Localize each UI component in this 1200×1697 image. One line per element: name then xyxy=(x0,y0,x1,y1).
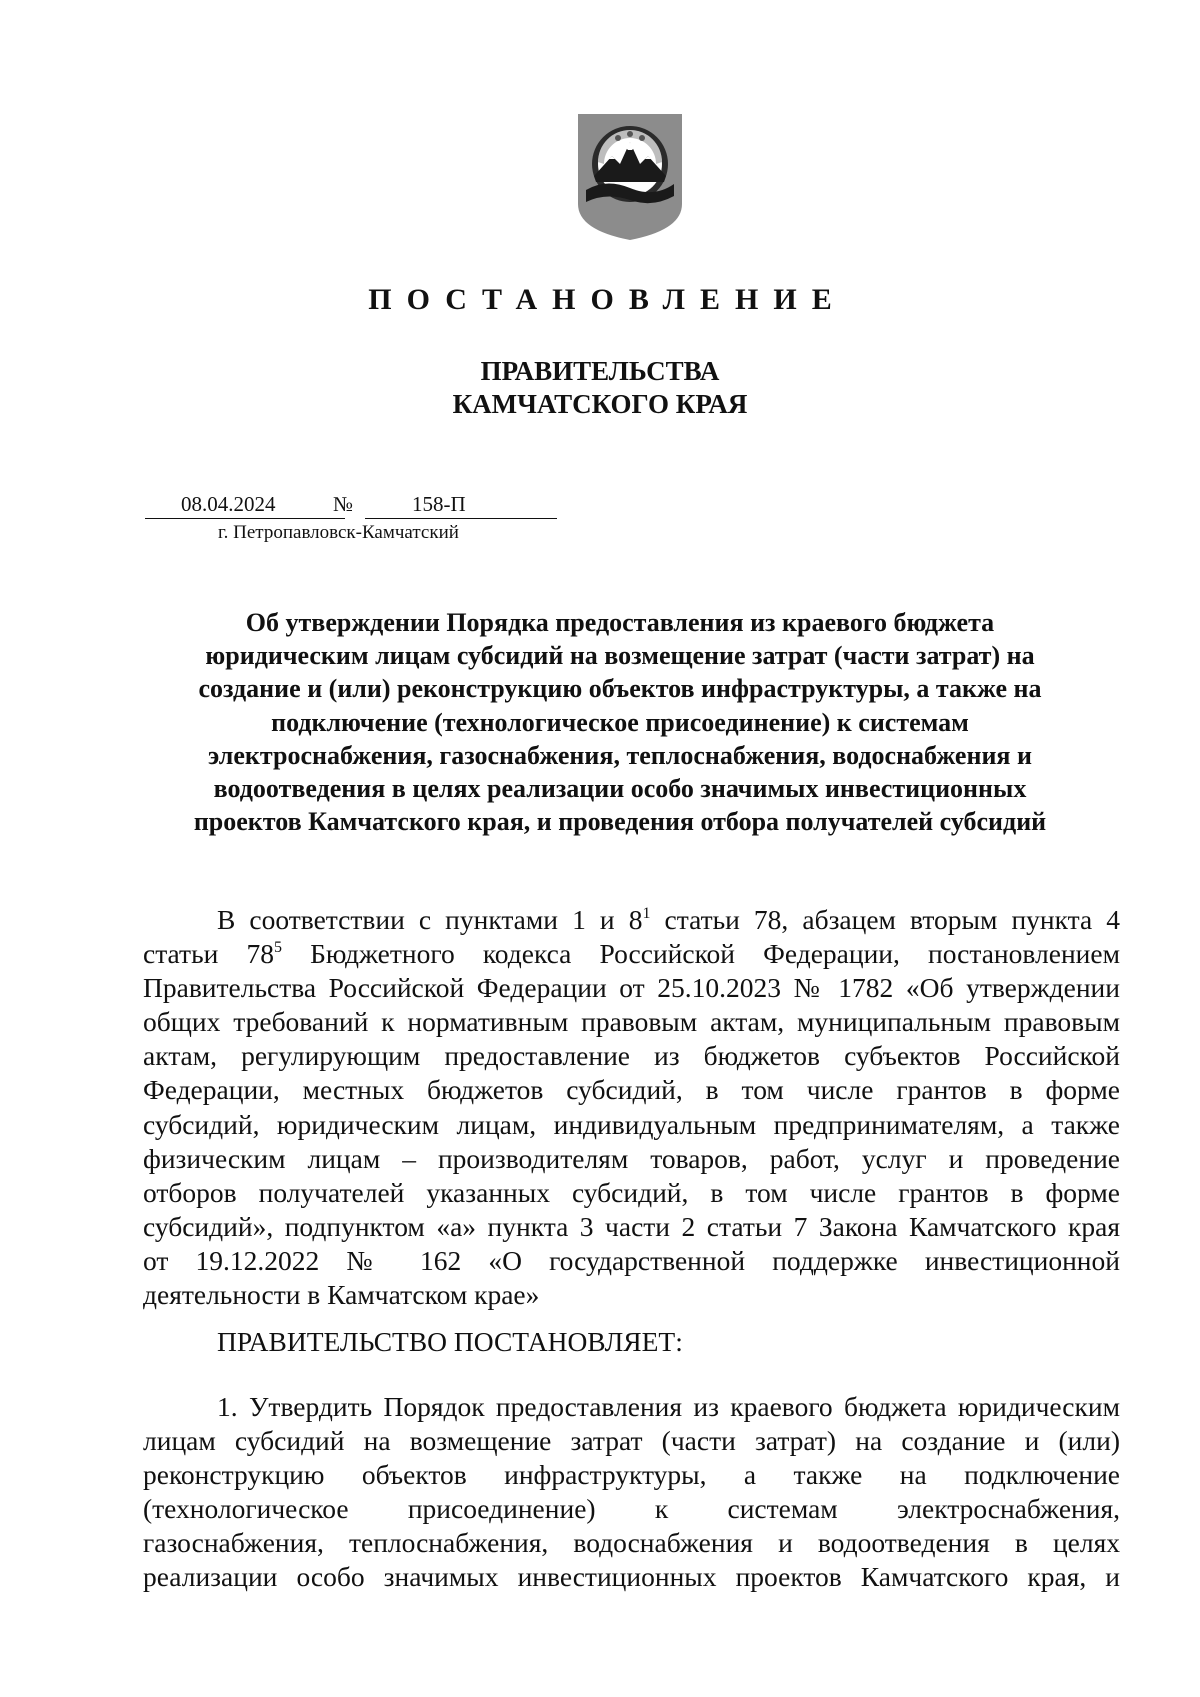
point-1-paragraph xyxy=(143,1390,1120,1595)
number-sign: № xyxy=(333,492,354,516)
paragraph-line: Федерации, местных бюджетов субсидий, в том числе грантов в форме xyxy=(143,1074,1120,1106)
paragraph-line: отборов получателей указанных субсидий, в том числе грантов в форме xyxy=(143,1176,1120,1208)
document-number: 158-П xyxy=(412,492,466,516)
paragraph-line: 1. Утвердить Порядок предоставления из краевого бюджета юридическим xyxy=(217,1391,1120,1422)
paragraph-line: лицам субсидий на возмещение затрат (части затрат) на создание и (или) xyxy=(143,1425,1120,1457)
coat-of-arms-icon xyxy=(576,112,684,242)
title-line: юридическим лицам субсидий на возмещение затрат (части затрат) на xyxy=(205,641,1035,671)
title-line: проектов Камчатского края, и проведения отбора получателей субсидий xyxy=(193,807,1047,837)
paragraph-line: субсидий, юридическим лицам, индивидуальным предпринимателям, а также xyxy=(143,1108,1120,1140)
issuer-line: КАМЧАТСКОГО КРАЯ xyxy=(452,389,748,419)
issuer xyxy=(0,355,1200,421)
title-line: создание и (или) реконструкцию объектов инфраструктуры, а также на xyxy=(198,674,1042,704)
date-underline xyxy=(145,518,345,519)
paragraph-line: общих требований к нормативным правовым актам, муниципальным правовым xyxy=(143,1006,1120,1038)
title-line: Об утверждении Порядка предоставления из краевого бюджета xyxy=(245,608,995,637)
issuer-line: ПРАВИТЕЛЬСТВА xyxy=(480,356,720,386)
paragraph-line: деятельности в Камчатском крае» xyxy=(143,1279,540,1311)
title-line: подключение (технологическое присоединение) к системам xyxy=(271,707,969,737)
superscript: 5 xyxy=(273,939,282,957)
superscript: 1 xyxy=(642,905,651,922)
paragraph-line: ПРАВИТЕЛЬСТВО ПОСТАНОВЛЯЕТ: xyxy=(217,1326,683,1357)
preamble-paragraph xyxy=(143,903,1120,1312)
paragraph-line: актам, регулирующим предоставление из бюджетов субъектов Российской xyxy=(143,1040,1120,1072)
title-line: водоотведения в целях реализации особо значимых инвестиционных xyxy=(213,774,1027,804)
city: г. Петропавловск-Камчатский xyxy=(218,522,459,543)
decree-statement xyxy=(143,1325,1120,1359)
document-type: ПОСТАНОВЛЕНИЕ xyxy=(368,283,847,316)
paragraph-line: реализации особо значимых инвестиционных проектов Камчатского края, и xyxy=(143,1561,1120,1593)
paragraph-line: В соответствии с пунктами 1 и $8^1$ статьи 78, абзацем вторым пункта 4 xyxy=(217,904,1121,935)
document-date: 08.04.2024 xyxy=(181,492,276,516)
number-underline xyxy=(365,518,557,519)
paragraph-line: (технологическое присоединение) к системам электроснабжения, xyxy=(143,1493,1120,1525)
paragraph-line: физическим лицам – производителям товаров, работ, услуг и проведение xyxy=(143,1142,1120,1174)
paragraph-line: субсидий», подпунктом «а» пункта 3 части 2 статьи 7 Закона Камчатского края xyxy=(143,1210,1120,1242)
paragraph-line: реконструкцию объектов инфраструктуры, а также на подключение xyxy=(143,1459,1120,1491)
paragraph-line: от 19.12.2022 № 162 «О государственной поддержке инвестиционной xyxy=(143,1244,1120,1276)
document-title xyxy=(140,606,1100,838)
paragraph-line: статьи $78^5$ Бюджетного кодекса Российской Федерации, постановлением xyxy=(143,938,1120,970)
paragraph-line: Правительства Российской Федерации от 25.10.2023 № 1782 «Об утверждении xyxy=(143,972,1120,1004)
paragraph-line: газоснабжения, теплоснабжения, водоснабжения и водоотведения в целях xyxy=(143,1527,1120,1559)
title-line: электроснабжения, газоснабжения, теплоснабжения, водоснабжения и xyxy=(208,740,1032,770)
